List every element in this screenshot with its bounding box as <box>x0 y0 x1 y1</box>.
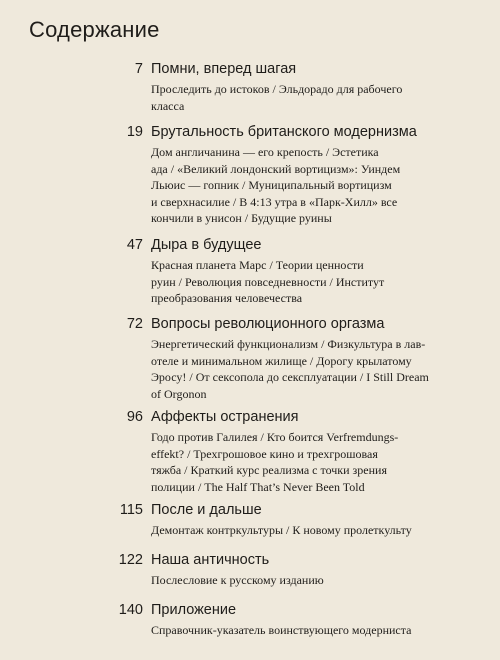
page-number: 19 <box>126 124 143 140</box>
chapter-title: Аффекты остранения <box>151 409 299 425</box>
subsection-line: Демонтаж контркультуры / К новому пролеткульту <box>151 523 412 537</box>
page-number: 72 <box>126 316 143 332</box>
page-number: 96 <box>126 409 143 425</box>
subsection-line: тяжба / Краткий курс реализма с точки зрения <box>151 463 387 477</box>
subsections <box>151 336 471 402</box>
subsection-line: преобразования человечества <box>151 291 303 305</box>
subsection-line: руин / Революция повседневности / Институт <box>151 274 385 289</box>
subsection-line: Эросу! / От сексопола до сексплуатации / I Still Dream <box>151 370 429 384</box>
subsections <box>151 81 471 114</box>
subsections <box>151 429 471 495</box>
subsection-line: Дом англичанина — его крепость / Эстетика <box>151 145 379 159</box>
page-number: 47 <box>126 237 143 253</box>
subsection-line: Справочник-указатель воинствующего модерниста <box>151 623 412 637</box>
subsection-line: ада / «Великий лондонский вортицизм»: Уиндем <box>151 161 401 176</box>
subsection-line: и сверхнасилие / В 4:13 утра в «Парк-Хилл» все <box>151 194 398 209</box>
page-number: 140 <box>118 602 143 618</box>
page-number: 122 <box>118 552 143 568</box>
page-number: 7 <box>134 61 143 77</box>
subsection-line: Красная планета Марс / Теории ценности <box>151 258 364 272</box>
chapter-title: Вопросы революционного оргазма <box>151 316 385 332</box>
subsection-line: отеле и минимальном жилище / Дорогу крылатому <box>151 353 412 368</box>
chapter-title: Дыра в будущее <box>151 237 262 253</box>
chapter-title: После и дальше <box>151 502 262 518</box>
chapter-title: Помни, вперед шагая <box>151 61 297 77</box>
subsections <box>151 257 471 307</box>
subsection-line: полиции / The Half That’s Never Been Told <box>151 479 365 494</box>
subsection-line: Льюис — гопник / Муниципальный вортицизм <box>151 178 392 192</box>
subsection-line: Проследить до истоков / Эльдорадо для рабочего <box>151 82 403 96</box>
subsection-line: Послесловие к русскому изданию <box>151 573 324 587</box>
subsections <box>151 572 471 589</box>
subsection-line: effekt? / Трехгрошовое кино и трехгрошовая <box>151 446 378 461</box>
subsections <box>151 622 471 639</box>
subsections <box>151 522 471 539</box>
subsection-line: of Orgonon <box>151 386 207 401</box>
subsection-line: класса <box>151 98 185 113</box>
chapter-title: Брутальность британского модернизма <box>151 124 417 140</box>
chapter-title: Наша античность <box>151 552 270 568</box>
page-title: Содержание <box>29 17 160 42</box>
subsection-line: Энергетический функционализм / Физкультура в лав- <box>151 337 426 351</box>
chapter-title: Приложение <box>151 602 237 618</box>
subsections <box>151 144 471 227</box>
subsection-line: кончили в унисон / Будущие руины <box>151 211 332 225</box>
subsection-line: Годо против Галилея / Кто боится Verfremdungs- <box>151 430 399 444</box>
page-number: 115 <box>119 502 143 518</box>
